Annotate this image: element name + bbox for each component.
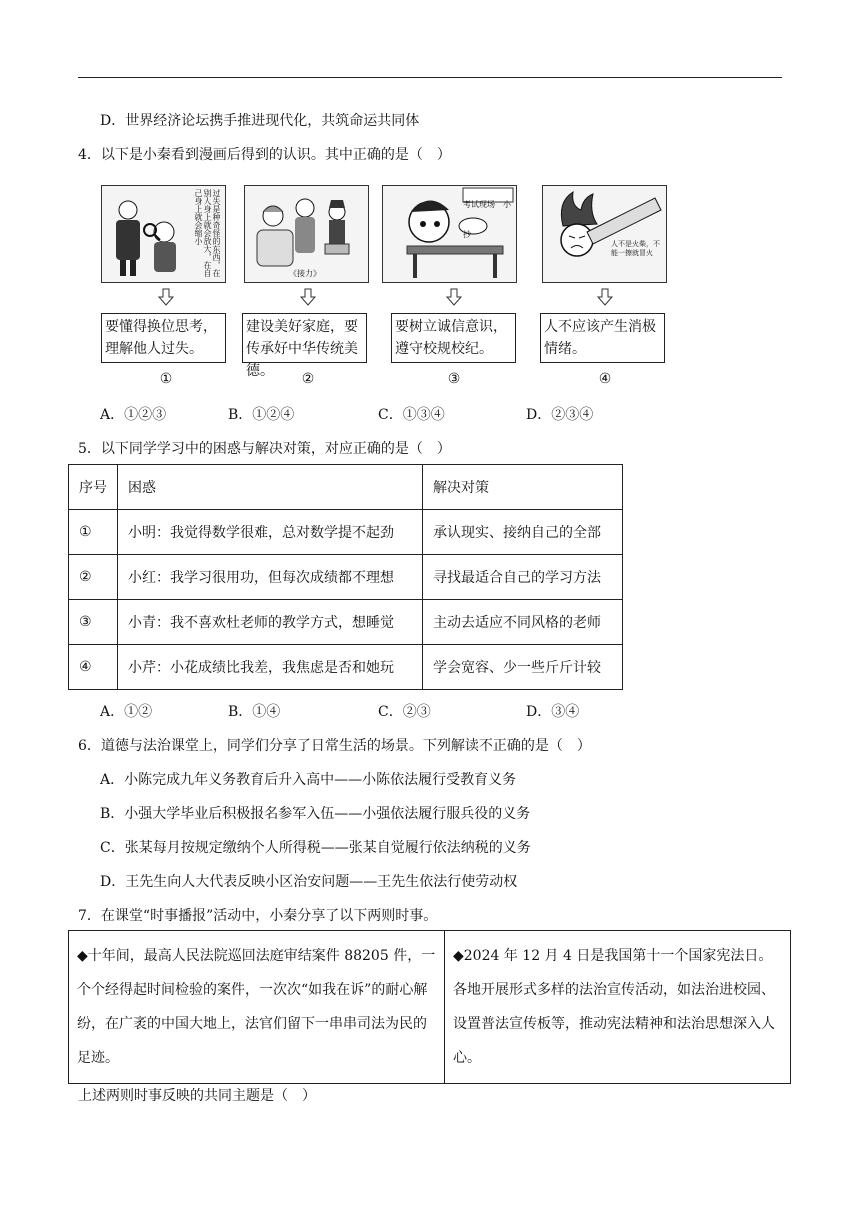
q5-stem: 5．以下同学学习中的困惑与解决对策，对应正确的是（ ） bbox=[78, 441, 451, 457]
comic-panel-1 bbox=[101, 185, 226, 283]
table-row bbox=[69, 555, 623, 600]
table-cell: ③ bbox=[69, 600, 118, 645]
news-cell-1: ◆十年间，最高人民法院巡回法庭审结案件 88205 件，一个个经得起时间检验的案件，一次次“如我在诉”的耐心解纷，在广袤的中国大地上，法官们留下一串串司法为民的足迹。 bbox=[69, 931, 445, 1084]
table-cell: ② bbox=[69, 555, 118, 600]
q7-question: 上述两则时事反映的共同主题是（ ） bbox=[78, 1088, 316, 1104]
news-cell-2: ◆2024 年 12 月 4 日是我国第十一个国家宪法日。各地开展形式多样的法治宣传活动，如法治进校园、设置普法宣传板等，推动宪法精神和法治思想深入人心。 bbox=[445, 931, 791, 1084]
q5-option-a[interactable]: A．①② bbox=[100, 704, 153, 720]
q7-news-table bbox=[68, 930, 791, 1084]
table-row bbox=[69, 510, 623, 555]
down-arrow-icon bbox=[158, 288, 174, 306]
comic-4-text: 人不是火柴，不能一擦就冒火 bbox=[611, 240, 660, 257]
comic-4-caption: 人不应该产生消极情绪。 bbox=[540, 313, 665, 363]
comic-1-caption: 要懂得换位思考，理解他人过失。 bbox=[101, 313, 226, 363]
comic-2-text: 《接力》 bbox=[289, 269, 321, 278]
q6-option-c[interactable]: C．张某每月按规定缴纳个人所得税——张某自觉履行依法纳税的义务 bbox=[100, 840, 531, 856]
comic-2-num: ② bbox=[301, 371, 315, 387]
comic-panel-2 bbox=[244, 185, 369, 283]
header-cell: 解决对策 bbox=[423, 465, 623, 510]
comic-3-text: 考试现场 小抄 bbox=[463, 200, 511, 239]
q6-stem: 6．道德与法治课堂上，同学们分享了日常生活的场景。下列解读不正确的是（ ） bbox=[78, 738, 591, 754]
q7-stem: 7．在课堂“时事播报”活动中，小秦分享了以下两则时事。 bbox=[78, 908, 438, 924]
q4-option-a[interactable]: A．①②③ bbox=[100, 407, 167, 423]
comic-3-num: ③ bbox=[447, 371, 461, 387]
q4-option-b[interactable]: B．①②④ bbox=[228, 407, 295, 423]
comic-4-num: ④ bbox=[598, 371, 612, 387]
table-cell: 主动去适应不同风格的老师 bbox=[423, 600, 623, 645]
table-row bbox=[69, 645, 623, 690]
q5-option-c[interactable]: C．②③ bbox=[378, 704, 431, 720]
table-row bbox=[69, 931, 791, 1084]
down-arrow-icon bbox=[446, 288, 462, 306]
q6-option-d[interactable]: D．王先生向人大代表反映小区治安问题——王先生依法行使劳动权 bbox=[100, 874, 518, 890]
table-cell: ① bbox=[69, 510, 118, 555]
q6-option-a[interactable]: A．小陈完成九年义务教育后升入高中——小陈依法履行受教育义务 bbox=[100, 772, 517, 788]
q4-option-d[interactable]: D．②③④ bbox=[526, 407, 594, 423]
table-cell: 寻找最适合自己的学习方法 bbox=[423, 555, 623, 600]
comic-panel-3 bbox=[382, 185, 517, 283]
table-header-row bbox=[69, 465, 623, 510]
header-rule bbox=[78, 77, 782, 78]
q4-option-c[interactable]: C．①③④ bbox=[378, 407, 445, 423]
q5-option-b[interactable]: B．①④ bbox=[228, 704, 281, 720]
table-cell: 小青：我不喜欢杜老师的教学方式，想睡觉 bbox=[118, 600, 423, 645]
table-cell: 学会宽容、少一些斤斤计较 bbox=[423, 645, 623, 690]
comic-1-text: 过失是种奇怪的东西，在别人身上就会放大，在自己身上就会缩小 bbox=[194, 189, 221, 277]
table-row bbox=[69, 600, 623, 645]
comic-3-caption: 要树立诚信意识，遵守校规校纪。 bbox=[391, 313, 516, 363]
q6-option-b[interactable]: B．小强大学毕业后积极报名参军入伍——小强依法履行服兵役的义务 bbox=[100, 806, 531, 822]
comic-1-num: ① bbox=[159, 371, 173, 387]
table-cell: ④ bbox=[69, 645, 118, 690]
table-cell: 小明：我觉得数学很难，总对数学提不起劲 bbox=[118, 510, 423, 555]
header-cell: 序号 bbox=[69, 465, 118, 510]
down-arrow-icon bbox=[300, 288, 316, 306]
q5-option-d[interactable]: D．③④ bbox=[526, 704, 580, 720]
comic-2-caption: 建设美好家庭，要传承好中华传统美德。 bbox=[242, 313, 367, 363]
q3-option-d: D．世界经济论坛携手推进现代化，共筑命运共同体 bbox=[100, 113, 420, 129]
header-cell: 困惑 bbox=[118, 465, 423, 510]
q5-table bbox=[68, 464, 623, 690]
table-cell: 小芹：小花成绩比我差，我焦虑是否和她玩 bbox=[118, 645, 423, 690]
table-cell: 小红：我学习很用功，但每次成绩都不理想 bbox=[118, 555, 423, 600]
q4-stem: 4．以下是小秦看到漫画后得到的认识。其中正确的是（ ） bbox=[78, 147, 451, 163]
table-cell: 承认现实、接纳自己的全部 bbox=[423, 510, 623, 555]
down-arrow-icon bbox=[597, 288, 613, 306]
comic-panel-4 bbox=[542, 185, 667, 283]
